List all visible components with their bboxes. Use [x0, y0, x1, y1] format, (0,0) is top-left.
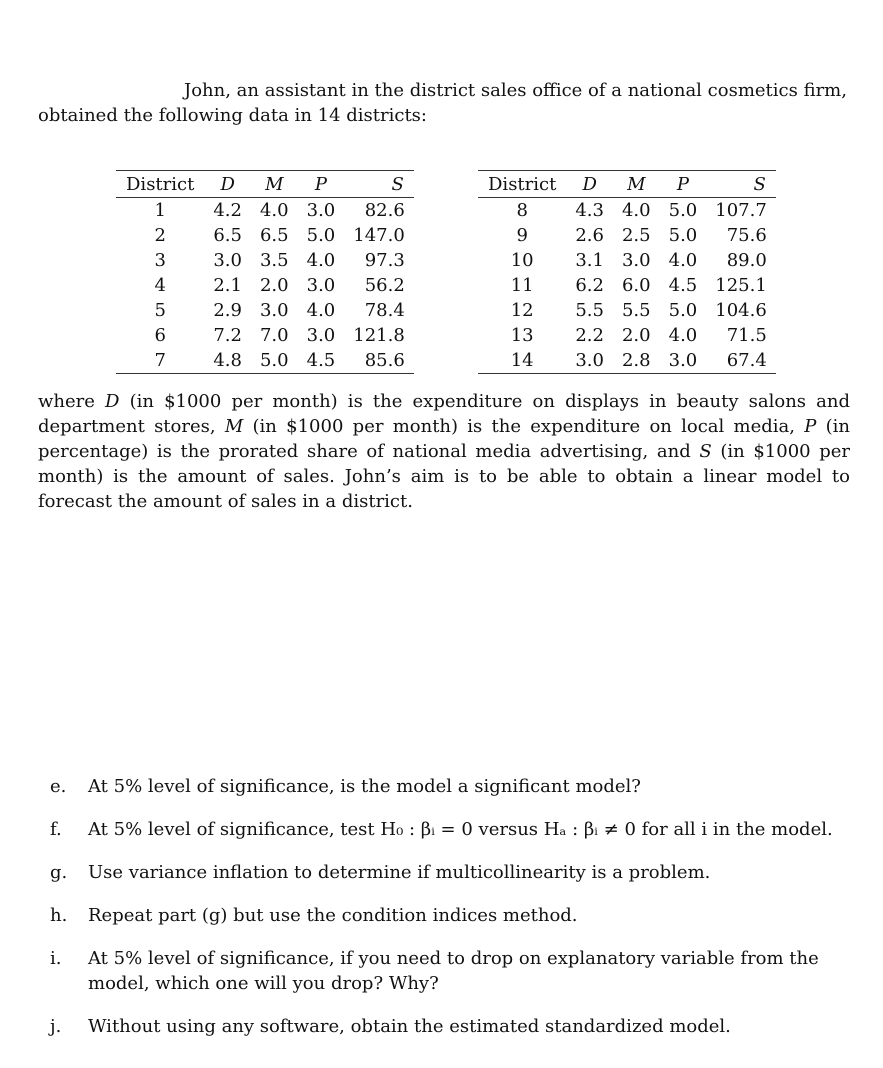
- list-item: [50, 1014, 850, 1039]
- desc-text: (in percentage) is the prorated share of national media advertising, and: [38, 416, 850, 462]
- table-row: [478, 298, 776, 323]
- item-letter: e.: [50, 776, 67, 797]
- district-cell: 13: [510, 325, 534, 346]
- m-cell: 5.5: [621, 300, 651, 321]
- item-text: At 5% level of significance, is the model a significant model?: [88, 776, 641, 797]
- table-row: [116, 323, 414, 348]
- s-cell: 56.2: [364, 275, 405, 296]
- d-cell: 6.5: [213, 225, 242, 246]
- table-header-row: [116, 171, 414, 198]
- item-letter: g.: [50, 862, 68, 883]
- list-item: [50, 860, 850, 885]
- item-text: At 5% level of significance, if you need to drop on explanatory variable from the model, which one will you drop? Why?: [88, 948, 819, 994]
- intro-line-2: obtained the following data in 14 districts:: [38, 105, 427, 126]
- list-item: [50, 817, 850, 842]
- district-cell: 7: [116, 348, 204, 374]
- district-cell: 11: [510, 275, 534, 296]
- district-cell: 10: [510, 250, 534, 271]
- s-cell: 104.6: [715, 300, 767, 321]
- s-cell: 97.3: [364, 250, 405, 271]
- district-cell: 4: [154, 275, 166, 296]
- header-district: District: [478, 171, 566, 198]
- header-s: S: [706, 171, 776, 198]
- desc-text: (in $1000 per month) is the amount of sales. John’s aim is to be able to obtain a linear model to forecast the amount of sales in a district.: [38, 441, 850, 512]
- item-text: Without using any software, obtain the estimated standardized model.: [88, 1016, 731, 1037]
- variable-description: [38, 389, 850, 514]
- data-table-right: [478, 170, 776, 374]
- d-cell: 3.0: [213, 250, 242, 271]
- m-cell: 3.5: [259, 250, 289, 271]
- table-row: [478, 323, 776, 348]
- s-cell: 89.0: [726, 250, 767, 271]
- s-cell: 75.6: [726, 225, 767, 246]
- intro-paragraph: [38, 78, 850, 128]
- d-cell: 7.2: [213, 325, 242, 346]
- district-cell: 1: [154, 200, 166, 221]
- item-letter: h.: [50, 905, 68, 926]
- table-row: [116, 223, 414, 248]
- district-cell: 14: [478, 348, 566, 374]
- m-cell: 4.0: [259, 200, 289, 221]
- d-cell: 4.3: [575, 200, 604, 221]
- s-cell: 125.1: [715, 275, 767, 296]
- p-cell: 5.0: [306, 225, 336, 246]
- p-cell: 4.0: [306, 300, 336, 321]
- d-cell: 2.6: [575, 225, 604, 246]
- item-letter: j.: [50, 1016, 62, 1037]
- p-cell: 4.0: [668, 250, 698, 271]
- d-cell: 3.1: [575, 250, 604, 271]
- s-cell: 71.5: [726, 325, 767, 346]
- table-row: [116, 298, 414, 323]
- table-row: [478, 348, 776, 374]
- p-cell: 4.0: [306, 250, 336, 271]
- d-cell: 2.9: [213, 300, 242, 321]
- item-text: Repeat part (g) but use the condition indices method.: [88, 905, 578, 926]
- desc-text: where: [38, 391, 106, 412]
- table-row: [116, 348, 414, 374]
- list-item: [50, 774, 850, 799]
- question-list: [50, 774, 850, 1057]
- item-letter: f.: [50, 819, 62, 840]
- header-m: M: [613, 171, 660, 198]
- m-cell: 3.0: [621, 250, 651, 271]
- s-cell: 107.7: [715, 200, 767, 221]
- district-cell: 9: [516, 225, 528, 246]
- p-cell: 4.5: [298, 348, 345, 374]
- m-cell: 2.0: [621, 325, 651, 346]
- m-cell: 2.8: [613, 348, 660, 374]
- m-cell: 6.5: [259, 225, 289, 246]
- m-cell: 3.0: [259, 300, 289, 321]
- s-cell: 85.6: [344, 348, 414, 374]
- d-cell: 2.2: [575, 325, 604, 346]
- district-cell: 2: [154, 225, 166, 246]
- var-p: P: [804, 416, 817, 437]
- desc-text: (in $1000 per month) is the expenditure on local media,: [243, 416, 805, 437]
- intro-line-1: John, an assistant in the district sales office of a national cosmetics firm,: [184, 80, 847, 101]
- table-row: [478, 273, 776, 298]
- p-cell: 5.0: [668, 225, 698, 246]
- item-letter: i.: [50, 948, 62, 969]
- m-cell: 5.0: [251, 348, 298, 374]
- d-cell: 4.8: [204, 348, 251, 374]
- list-item: [50, 903, 850, 928]
- p-cell: 3.0: [660, 348, 707, 374]
- d-cell: 5.5: [575, 300, 604, 321]
- m-cell: 2.5: [621, 225, 651, 246]
- table-row: [116, 248, 414, 273]
- header-s: S: [344, 171, 414, 198]
- table-row: [116, 198, 414, 224]
- table-body-left: [116, 198, 414, 374]
- data-table-left: [116, 170, 414, 374]
- p-cell: 5.0: [668, 200, 698, 221]
- district-cell: 6: [154, 325, 166, 346]
- d-cell: 6.2: [575, 275, 604, 296]
- table-body-right: [478, 198, 776, 374]
- s-cell: 82.6: [364, 200, 405, 221]
- p-cell: 5.0: [668, 300, 698, 321]
- header-district: District: [116, 171, 204, 198]
- header-p: P: [298, 171, 345, 198]
- m-cell: 6.0: [621, 275, 651, 296]
- d-cell: 4.2: [213, 200, 242, 221]
- p-cell: 3.0: [306, 275, 336, 296]
- m-cell: 4.0: [621, 200, 651, 221]
- table-row: [478, 248, 776, 273]
- item-text: Use variance inflation to determine if multicollinearity is a problem.: [88, 862, 711, 883]
- district-cell: 12: [510, 300, 534, 321]
- s-cell: 78.4: [364, 300, 405, 321]
- var-d: D: [105, 391, 120, 412]
- district-cell: 5: [154, 300, 166, 321]
- header-p: P: [660, 171, 707, 198]
- header-d: D: [204, 171, 251, 198]
- header-m: M: [251, 171, 298, 198]
- desc-text: (in $1000 per month) is the expenditure on displays in beauty salons and department stores,: [38, 391, 850, 437]
- var-m: M: [224, 416, 244, 437]
- table-row: [478, 223, 776, 248]
- table-row: [116, 273, 414, 298]
- m-cell: 7.0: [259, 325, 289, 346]
- p-cell: 4.5: [668, 275, 698, 296]
- p-cell: 4.0: [668, 325, 698, 346]
- header-d: D: [566, 171, 613, 198]
- s-cell: 67.4: [706, 348, 776, 374]
- var-s: S: [699, 441, 712, 462]
- table-header-row: [478, 171, 776, 198]
- district-cell: 8: [516, 200, 528, 221]
- d-cell: 3.0: [566, 348, 613, 374]
- list-item: [50, 946, 850, 996]
- s-cell: 147.0: [353, 225, 405, 246]
- p-cell: 3.0: [306, 200, 336, 221]
- table-row: [478, 198, 776, 224]
- m-cell: 2.0: [259, 275, 289, 296]
- d-cell: 2.1: [213, 275, 242, 296]
- item-text: At 5% level of significance, test H₀ : βᵢ = 0 versus Hₐ : βᵢ ≠ 0 for all i in the model.: [88, 819, 833, 840]
- s-cell: 121.8: [353, 325, 405, 346]
- p-cell: 3.0: [306, 325, 336, 346]
- district-cell: 3: [154, 250, 166, 271]
